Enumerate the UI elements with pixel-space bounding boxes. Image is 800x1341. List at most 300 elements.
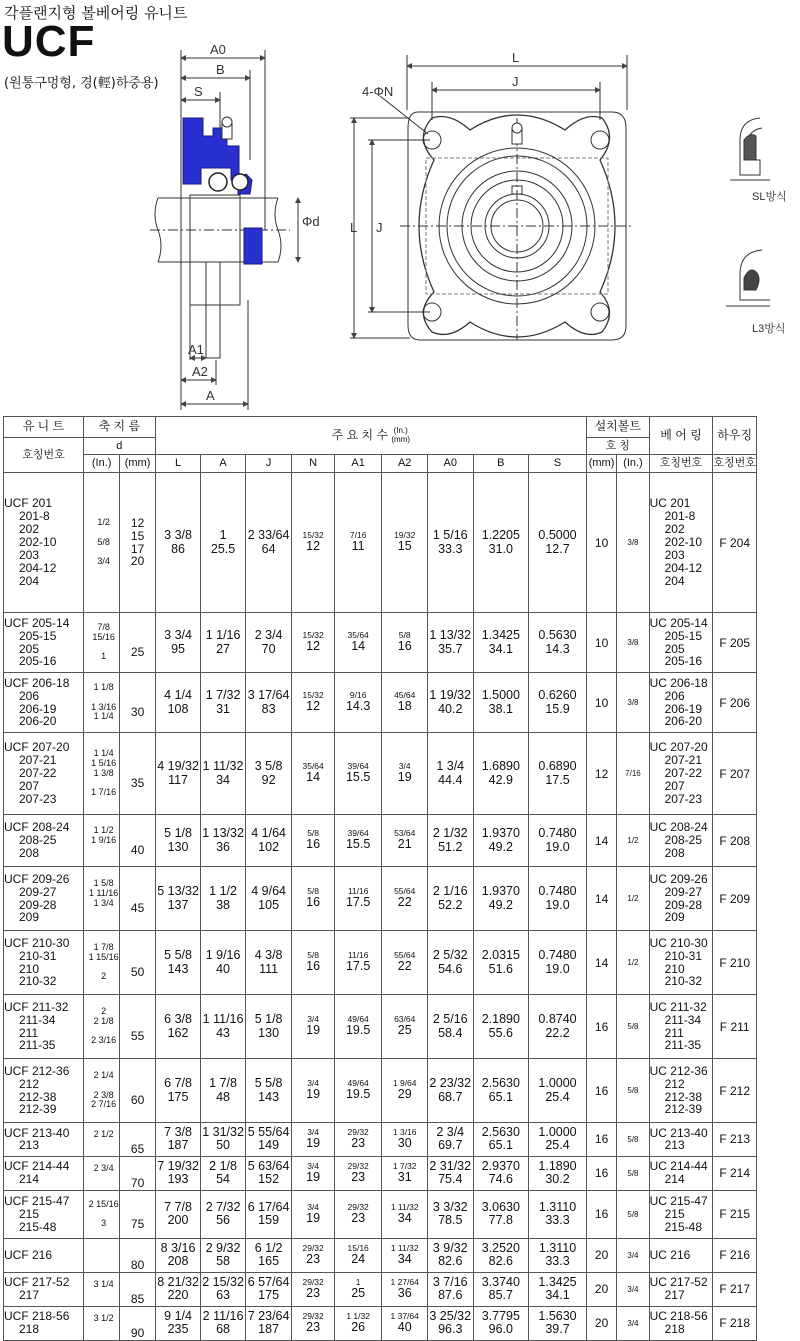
cell-line: UC 214-44 [649,1159,708,1174]
cell-shaft-mm [120,995,155,1059]
cell-dim-a [201,613,246,673]
cell-dim-b [473,867,529,931]
cell-dim-j [245,1190,292,1238]
cell-line: 2 9/32 [205,1240,241,1255]
cell-line: 143 [258,1089,280,1104]
cell-bolt-mm: 14 [586,815,616,867]
cell-line: 207-23 [19,791,57,806]
cell-line: 80 [130,1257,145,1272]
cell-bolt-in: 3/4 [617,1306,649,1340]
cell-bolt-in: 1/2 [617,815,649,867]
cell-line: 210-31 [19,948,57,963]
cell-line: 1 3/8 [93,767,114,778]
cell-line: 29/32 [347,1127,369,1138]
cell-line: 3 3/32 [432,1199,468,1214]
cell-dim-b [473,733,529,815]
cell-shaft-mm [120,931,155,995]
cell-line: 19 [397,770,412,785]
hdr-shaft: 축 지 름 [83,417,155,438]
cell-line: 2 33/64 [247,528,290,542]
cell-dim-s [529,673,587,733]
cell-line: 208-25 [19,833,57,848]
cell-line: 14.3 [345,699,371,714]
cell-dim-l [155,1190,201,1238]
cell-line: 211 [19,1025,39,1040]
cell-line: 3 1/4 [93,1278,114,1289]
cell-line: 210 [664,961,685,976]
cell-bearing-no [649,673,713,733]
cell-dim-n [292,613,335,673]
cell-line: 58 [216,1254,231,1269]
cell-line: 1 7/8 [209,1076,237,1090]
cell-line: UC 210-30 [649,935,708,950]
cell-dim-a2 [382,1238,428,1272]
series-subtitle: (원통구멍형, 경(輕)하중용) [4,76,159,91]
cell-bolt-mm: 12 [586,733,616,815]
grease-nipple-side [222,117,232,139]
cell-line: 85.7 [488,1288,513,1303]
cell-line: 202 [664,522,685,537]
cell-line: 1 13/32 [202,826,244,840]
cell-line: 29/32 [347,1202,369,1213]
cell-line: 55.6 [488,1025,513,1040]
cell-line: 201-8 [664,509,696,524]
cell-dim-s [529,1156,587,1190]
cell-line: 212-38 [664,1089,702,1104]
cell-line: 16 [397,639,412,654]
cell-line: 2 15/32 [202,1274,244,1289]
cell-dim-a0 [427,733,473,815]
cell-line: 5/8 [307,886,320,897]
cell-line: 16 [306,959,321,974]
cell-dim-a2 [382,1190,428,1238]
cell-line: 3/4 [307,1078,320,1089]
cell-line: 3 17/64 [247,688,290,702]
cell-line: 86 [171,541,185,556]
cell-line: 65 [130,1142,145,1156]
cell-line: 12 [130,515,145,530]
cell-bolt-mm: 20 [586,1272,616,1306]
cell-line: 205-15 [19,628,57,643]
cell-line: 102 [258,839,280,854]
cell-dim-a0 [427,1059,473,1123]
cell-line: 0.5000 [538,528,577,542]
cell-line: 70 [130,1175,145,1190]
cell-line: UCF 207-20 [4,740,70,755]
cell-line: 6 17/64 [247,1199,290,1214]
cell-dim-a1 [334,1190,382,1238]
cell-bolt-in: 5/8 [617,995,649,1059]
cell-dim-n [292,1156,335,1190]
cell-unit-no [4,1272,84,1306]
cell-shaft-inch [83,931,119,995]
cell-line: 68.7 [438,1089,463,1104]
cell-shaft-mm [120,867,155,931]
cell-line: 35 [130,776,145,791]
cell-bolt-mm: 16 [586,1123,616,1157]
cell-line: 6 3/8 [164,1012,192,1026]
cell-line: 21 [397,837,412,852]
cell-line: UCF 210-30 [4,935,70,950]
hdr-shaft-mm: (mm) [120,455,155,473]
cell-line: 0.7480 [538,826,577,840]
cell-line: 25.4 [545,1089,570,1104]
cell-bolt-mm: 16 [586,1059,616,1123]
cell-bearing-no [649,1156,713,1190]
cell-line: 82.6 [438,1254,463,1269]
cell-dim-j [245,1272,292,1306]
cell-line: 201-8 [19,509,50,524]
cell-line: 16 [306,837,321,852]
cell-dim-a0 [427,673,473,733]
cell-bearing-no [649,1123,713,1157]
cell-line: 203 [664,547,685,562]
cell-line: 2 15/16 [88,1198,119,1209]
hdr-col-a0: A0 [427,455,473,473]
cell-dim-a0 [427,1190,473,1238]
cell-shaft-mm [120,1306,155,1340]
table-row [4,473,757,613]
cell-line: 1 3/16 [392,1127,417,1138]
cell-line: 202-10 [19,535,57,550]
cell-line: 1 5/16 [91,757,117,768]
cell-dim-s [529,473,587,613]
cell-unit-no [4,995,84,1059]
cell-line: 8 3/16 [160,1240,196,1255]
cell-line: 204 [664,573,685,588]
cell-dim-a0 [427,473,473,613]
cell-line: 111 [259,961,279,976]
cell-line: 211-34 [664,1012,702,1027]
cell-line: 3 7/16 [432,1274,468,1289]
cell-line: 1 1/32 [346,1310,370,1321]
cell-shaft-mm [120,1156,155,1190]
cell-line: UCF 209-26 [4,871,70,886]
cell-line: 30 [130,705,145,720]
cell-bolt-in: 3/8 [617,613,649,673]
cell-line: 1 11/16 [202,1012,244,1026]
cell-line: 31 [397,1170,412,1185]
cell-line: 1 19/32 [429,688,472,702]
hdr-col-a1: A1 [334,455,382,473]
cell-line: 2 1/2 [93,1128,114,1139]
cell-bolt-mm: 14 [586,931,616,995]
cell-dim-a2 [382,995,428,1059]
cell-line: 64 [261,541,276,556]
cell-dim-a [201,1123,246,1157]
cell-line: 3/4 [307,1127,320,1138]
cell-line: 1 1/8 [93,682,114,693]
cell-line: 202-10 [664,535,702,550]
cell-dim-a1 [334,867,382,931]
spec-table-header [4,417,757,473]
cell-dim-n [292,1238,335,1272]
cell-line: 92 [261,772,276,787]
cell-line: 2.0315 [481,948,520,962]
cell-line: 12.7 [545,541,570,556]
cell-dim-j [245,613,292,673]
cell-line: 0.7480 [538,948,577,962]
cell-dim-a2 [382,1059,428,1123]
sl-seal-detail [730,118,770,180]
cell-housing-no: F 215 [713,1190,757,1238]
cell-line: 49/64 [347,1078,369,1089]
cell-shaft-mm [120,473,155,613]
cell-line [88,1289,119,1299]
cell-line: UC 211-32 [649,999,707,1014]
cell-bolt-mm: 10 [586,673,616,733]
cell-shaft-inch [83,673,119,733]
cell-line: UC 208-24 [649,820,708,835]
cell-housing-no: F 208 [713,815,757,867]
cell-line: 31.0 [488,541,513,556]
cell-line: 15.5 [345,770,371,785]
cell-line: 215 [664,1206,685,1221]
cell-line: UCF 212-36 [4,1063,70,1078]
cell-line: 205 [664,641,685,656]
cell-line: 3/4 [398,761,411,772]
cell-line: 63/64 [394,1014,416,1025]
cell-line: 49.2 [488,839,513,854]
cell-unit-no [4,473,84,613]
cell-dim-n [292,1059,335,1123]
cell-line: 65.1 [488,1138,513,1153]
hdr-col-j: J [245,455,292,473]
cell-line: 212 [19,1076,40,1091]
cell-line: 51.6 [488,961,513,976]
label-j-top: J [512,74,519,89]
cell-line: 2 5/16 [432,1012,468,1026]
hdr-bearing-no: 호칭번호 [649,455,713,473]
cell-line: 50 [130,965,145,980]
cell-line: 23 [306,1252,321,1267]
cell-line: 207-22 [19,766,57,781]
label-j-side: J [376,220,383,235]
cell-line [88,908,119,918]
cell-line: 108 [167,701,189,716]
cell-shaft-inch [83,815,119,867]
cell-dim-l [155,733,201,815]
cell-line: 1 [101,651,107,662]
cell-line: 130 [258,1025,280,1040]
cell-line: 1 15/16 [88,951,119,962]
cell-dim-l [155,1306,201,1340]
cell-line: 5/8 [307,828,320,839]
cell-line: 24 [351,1252,366,1267]
cell-dim-j [245,1123,292,1157]
cell-bolt-in: 3/8 [617,473,649,613]
hdr-unit-no: 호칭번호 [4,438,84,473]
cell-dim-a [201,473,246,613]
cell-dim-a0 [427,931,473,995]
cell-bolt-in: 5/8 [617,1156,649,1190]
spec-table [3,416,757,1341]
cell-dim-n [292,1190,335,1238]
cell-line: 25.5 [210,541,236,556]
cell-line: 1 5/8 [93,878,114,889]
cell-line: 2 3/4 [254,628,283,642]
cell-dim-j [245,995,292,1059]
cell-line: 39.7 [545,1322,570,1337]
table-row [4,1272,757,1306]
cell-bolt-mm: 16 [586,995,616,1059]
cell-line: 75 [130,1216,145,1231]
cell-line: 68 [216,1322,231,1337]
cell-line: 1 3/4 [93,897,114,908]
cell-housing-no: F 209 [713,867,757,931]
cell-shaft-inch [83,1190,119,1238]
cell-line: 5/8 [307,950,320,961]
cell-line: 210-32 [664,974,702,989]
cell-dim-s [529,733,587,815]
cell-dim-s [529,867,587,931]
cell-line: 2.5630 [481,1124,520,1139]
cell-line: 23 [306,1320,321,1335]
cell-line: 96.3 [438,1322,463,1337]
cell-line: 149 [258,1138,280,1153]
cell-line: 19.5 [345,1087,371,1102]
spec-table-body [4,473,757,1341]
cell-line: UC 216 [649,1247,691,1262]
cell-line: 6 57/64 [247,1274,290,1289]
cell-line: 34.1 [545,1288,570,1303]
hdr-shaft-in: (In.) [83,455,119,473]
cell-line: 1 [355,1277,361,1287]
cell-line: 1.3110 [538,1199,577,1214]
cell-line: 14.3 [545,641,570,656]
cell-line: 3/4 [307,1161,320,1172]
cell-housing-no: F 207 [713,733,757,815]
cell-line: 206-20 [664,714,702,729]
cell-line: 207-23 [664,791,702,806]
cell-line: 7 23/64 [247,1308,290,1323]
cell-line: 36 [397,1286,412,1301]
cell-line: 211-34 [19,1012,56,1027]
cell-line: 203 [19,547,40,562]
cell-bolt-in: 5/8 [617,1123,649,1157]
cell-shaft-inch [83,1238,119,1272]
cell-line: 206 [664,688,685,703]
cell-dim-n [292,815,335,867]
cell-line: 60 [130,1093,145,1108]
cell-dim-a2 [382,1123,428,1157]
cell-line: 48 [216,1089,231,1104]
cell-line: 5 13/32 [157,884,199,898]
cell-line: 130 [167,839,189,854]
cell-line: 3.2520 [481,1240,520,1255]
cell-unit-no [4,867,84,931]
cell-line: 2 3/4 [93,1162,114,1173]
cell-line: 1.0000 [538,1076,577,1090]
cell-line: 1 13/32 [429,628,472,642]
cell-shaft-mm [120,733,155,815]
cell-line: 38.1 [488,701,513,716]
cell-line: 0.7480 [538,884,577,898]
cell-line: 6 1/2 [254,1240,283,1255]
cell-line: 49/64 [347,1014,369,1025]
cell-line: 2 [101,971,107,982]
cell-bolt-mm: 10 [586,473,616,613]
cell-line: 212-38 [19,1089,57,1104]
label-sl-type: SL방식 [752,191,787,203]
cell-dim-b [473,931,529,995]
cell-dim-l [155,1059,201,1123]
cell-line: 187 [258,1322,280,1337]
cell-line: 210-31 [664,948,702,963]
cell-line: 213 [19,1138,40,1153]
cell-dim-a [201,1059,246,1123]
cell-line: 63 [216,1288,231,1303]
cell-line: 23 [351,1170,366,1185]
cell-line: 220 [167,1288,189,1303]
cell-shaft-inch [83,473,119,613]
cell-line [88,1251,119,1261]
cell-line: 22 [397,895,412,910]
cell-bolt-mm: 20 [586,1306,616,1340]
cell-line: 209-27 [664,884,702,899]
cell-line: 51.2 [438,839,463,854]
cell-dim-b [473,1306,529,1340]
label-l-side: L [350,220,358,235]
cell-line: 40 [216,961,231,976]
cell-line: 1 1/4 [93,711,114,722]
cell-dim-j [245,815,292,867]
cell-line: 19.0 [545,961,570,976]
cell-shaft-inch [83,867,119,931]
cell-line: 2 11/16 [202,1308,244,1323]
cell-line: 19 [306,1087,321,1102]
cell-dim-b [473,1059,529,1123]
cell-dim-s [529,995,587,1059]
cell-line: 31 [216,701,231,716]
cell-bolt-in: 3/8 [617,673,649,733]
cell-bearing-no [649,1306,713,1340]
cell-line: 217 [19,1288,40,1303]
cell-line: UCF 211-32 [4,999,69,1014]
table-row [4,867,757,931]
cell-line: 204-12 [664,560,702,575]
cell-dim-a1 [334,1238,382,1272]
table-row [4,1059,757,1123]
cell-dim-a0 [427,1272,473,1306]
cell-line: 217 [664,1288,685,1303]
cell-line: 207-21 [664,753,702,768]
cell-line: 207-21 [19,753,57,768]
cell-line: 44.4 [438,772,463,787]
cell-line: 175 [258,1288,280,1303]
cell-dim-a2 [382,931,428,995]
cell-line: 215 [19,1206,40,1221]
cell-line: 3.7795 [481,1308,520,1323]
cell-line: 56 [216,1213,231,1228]
cell-line: 208 [167,1254,189,1269]
cell-line: 3 9/32 [432,1240,468,1255]
cell-line: 15/32 [302,630,324,641]
cell-line: 29/32 [302,1310,324,1321]
cell-dim-j [245,473,292,613]
cell-line: 3 3/4 [164,628,192,642]
cell-line: 74.6 [488,1172,513,1187]
cell-bearing-no [649,867,713,931]
cell-bolt-in: 7/16 [617,733,649,815]
cell-bolt-mm: 14 [586,867,616,931]
cell-line [88,1139,119,1149]
cell-line: 7/8 [97,622,110,633]
cell-line: 208-25 [664,833,702,848]
cell-dim-b [473,613,529,673]
cell-dim-n [292,1123,335,1157]
cell-dim-a0 [427,1238,473,1272]
